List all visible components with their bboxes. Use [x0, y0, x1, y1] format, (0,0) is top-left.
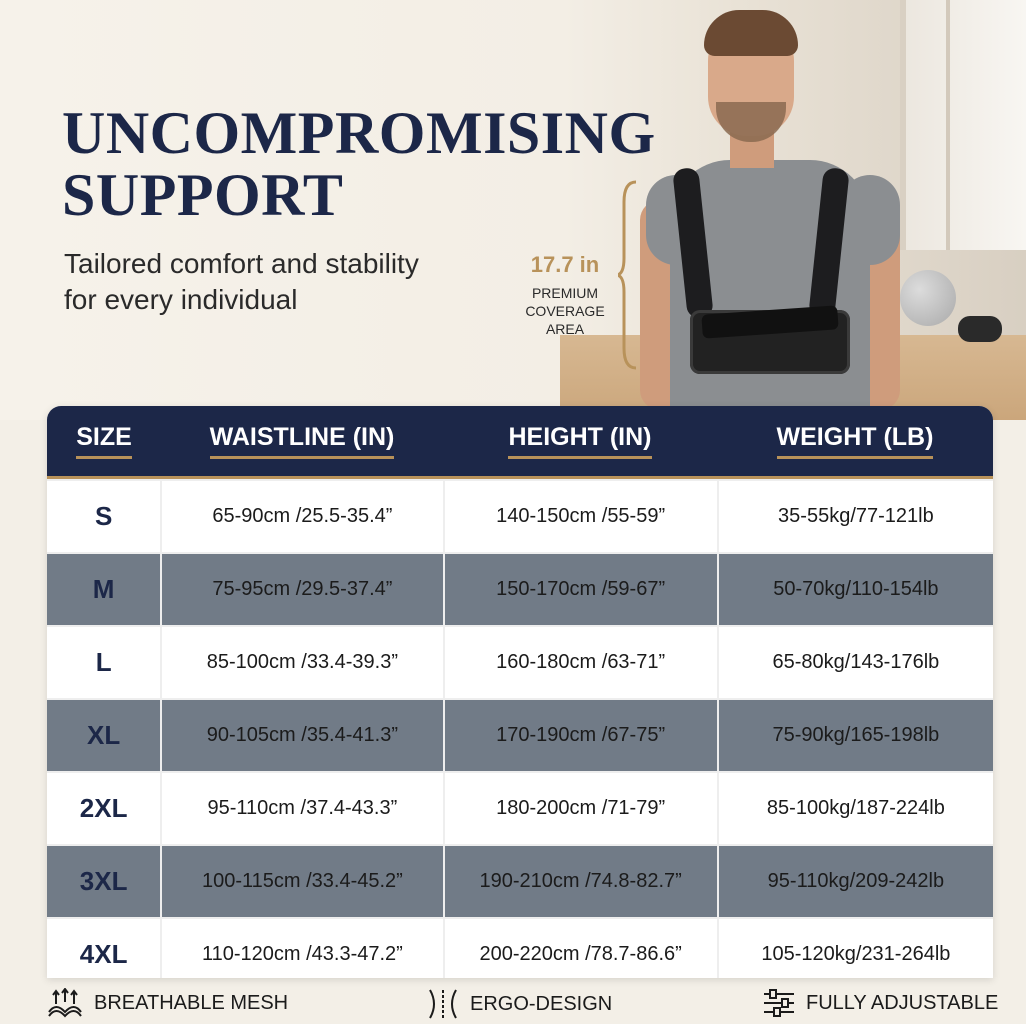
- headline-line-1: UNCOMPROMISING: [62, 100, 656, 166]
- adjustable-sliders-icon: [762, 988, 796, 1018]
- background-window: [900, 0, 1026, 250]
- waist-cell: 100-115cm /33.4-45.2”: [162, 846, 442, 917]
- header-weight: WEIGHT (LB): [717, 423, 993, 459]
- coverage-callout: [510, 252, 620, 338]
- table-body: [47, 479, 993, 978]
- feature-breathable-mesh: [46, 988, 288, 1018]
- table-row: [47, 554, 993, 625]
- size-cell: S: [47, 481, 160, 552]
- size-cell: 2XL: [47, 773, 160, 844]
- weight-cell: 75-90kg/165-198lb: [719, 700, 993, 771]
- size-cell: 4XL: [47, 919, 160, 978]
- size-chart-table: [47, 406, 993, 978]
- weight-cell: 85-100kg/187-224lb: [719, 773, 993, 844]
- size-cell: M: [47, 554, 160, 625]
- table-row: [47, 700, 993, 771]
- height-cell: 200-220cm /78.7-86.6”: [445, 919, 717, 978]
- table-row: [47, 919, 993, 978]
- model-wearing-brace: [640, 10, 910, 420]
- height-cell: 170-190cm /67-75”: [445, 700, 717, 771]
- size-cell: L: [47, 627, 160, 698]
- waist-cell: 65-90cm /25.5-35.4”: [162, 481, 442, 552]
- height-cell: 180-200cm /71-79”: [445, 773, 717, 844]
- page-headline: [62, 102, 656, 226]
- curly-brace-icon: [618, 180, 642, 370]
- feature-ergo-design: [426, 988, 612, 1020]
- weight-cell: 35-55kg/77-121lb: [719, 481, 993, 552]
- height-cell: 140-150cm /55-59”: [445, 481, 717, 552]
- tagline-line-1: Tailored comfort and stability: [64, 248, 419, 279]
- height-cell: 150-170cm /59-67”: [445, 554, 717, 625]
- size-cell: XL: [47, 700, 160, 771]
- ergo-design-icon: [426, 988, 460, 1020]
- dumbbells: [958, 316, 1002, 342]
- height-cell: 190-210cm /74.8-82.7”: [445, 846, 717, 917]
- waist-cell: 75-95cm /29.5-37.4”: [162, 554, 442, 625]
- header-size: SIZE: [47, 423, 161, 459]
- weight-cell: 105-120kg/231-264lb: [719, 919, 993, 978]
- size-cell: 3XL: [47, 846, 160, 917]
- coverage-label: PREMIUM COVERAGE AREA: [525, 285, 605, 337]
- table-row: [47, 481, 993, 552]
- feature-label: BREATHABLE MESH: [94, 991, 289, 1014]
- waist-cell: 110-120cm /43.3-47.2”: [162, 919, 442, 978]
- height-cell: 160-180cm /63-71”: [445, 627, 717, 698]
- waist-cell: 95-110cm /37.4-43.3”: [162, 773, 442, 844]
- weight-cell: 65-80kg/143-176lb: [719, 627, 993, 698]
- breathable-mesh-icon: [46, 988, 84, 1018]
- weight-cell: 95-110kg/209-242lb: [719, 846, 993, 917]
- feature-label: FULLY ADJUSTABLE: [806, 991, 999, 1014]
- table-header: [47, 406, 993, 479]
- headline-line-2: SUPPORT: [62, 162, 344, 228]
- header-height: HEIGHT (IN): [443, 423, 717, 459]
- weight-cell: 50-70kg/110-154lb: [719, 554, 993, 625]
- waist-cell: 85-100cm /33.4-39.3”: [162, 627, 442, 698]
- table-row: [47, 627, 993, 698]
- header-waistline: WAISTLINE (IN): [161, 423, 443, 459]
- table-row: [47, 846, 993, 917]
- waist-cell: 90-105cm /35.4-41.3”: [162, 700, 442, 771]
- coverage-value: 17.7 in: [530, 252, 600, 277]
- table-row: [47, 773, 993, 844]
- feature-label: ERGO-DESIGN: [470, 992, 613, 1015]
- tagline: [64, 246, 504, 318]
- feature-strip: [0, 984, 1026, 1024]
- feature-fully-adjustable: [762, 988, 998, 1018]
- hero-banner: [0, 0, 1026, 420]
- tagline-line-2: for every individual: [64, 284, 298, 315]
